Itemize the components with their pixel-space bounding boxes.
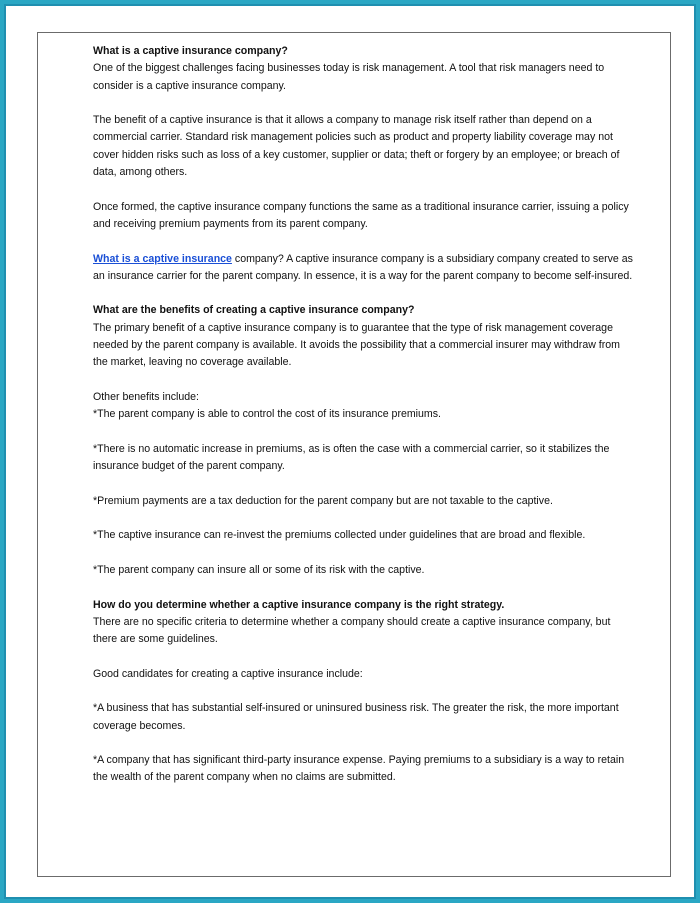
paragraph: There are no specific criteria to determine whether a company should create a captive insurance company, but there are some guidelines. bbox=[93, 615, 611, 646]
benefit-item: *The parent company is able to control the cost of its insurance premiums. bbox=[93, 408, 441, 421]
benefit-item: *There is no automatic increase in premiums, as is often the case with a commercial carrier, so it stabilizes the insurance budget of the parent company. bbox=[93, 442, 610, 473]
benefit-item: *The captive insurance can re-invest the premiums collected under guidelines that are broad and flexible. bbox=[93, 529, 586, 542]
paragraph-with-link bbox=[93, 251, 633, 286]
paragraph: The primary benefit of a captive insurance company is to guarantee that the type of risk management coverage needed by the parent company is available. It avoids the possibility that a commercial insurer may withdraw from the market, leaving no coverage available. bbox=[93, 321, 620, 369]
viewer-frame bbox=[4, 4, 696, 899]
paragraph-text: company? A captive insurance company is a subsidiary company created to serve as an insurance carrier for the parent company. In essence, it is a way for the parent company to become self-insured. bbox=[93, 252, 633, 282]
captive-insurance-link[interactable]: What is a captive insurance bbox=[93, 252, 232, 265]
benefit-item: *Premium payments are a tax deduction for the parent company but are not taxable to the captive. bbox=[93, 494, 553, 507]
document-body bbox=[93, 43, 633, 804]
other-benefits-label: Other benefits include: bbox=[93, 390, 199, 403]
heading-right-strategy: How do you determine whether a captive insurance company is the right strategy. bbox=[93, 598, 505, 611]
paragraph: Good candidates for creating a captive insurance include: bbox=[93, 667, 363, 680]
paragraph: The benefit of a captive insurance is that it allows a company to manage risk itself rather than depend on a commercial carrier. Standard risk management policies such as product and property liability coverage may not cover hidden risks such as loss of a key customer, supplier or data; theft or forgery by an employee; or breach of data, among others. bbox=[93, 114, 620, 179]
candidate-item: *A business that has substantial self-insured or uninsured business risk. The greater the risk, the more important coverage becomes. bbox=[93, 702, 619, 732]
document-page bbox=[37, 32, 671, 877]
paragraph: One of the biggest challenges facing businesses today is risk management. A tool that risk managers need to consider is a captive insurance company. bbox=[93, 62, 605, 92]
paragraph: Once formed, the captive insurance company functions the same as a traditional insurance carrier, issuing a policy and receiving premium payments from its parent company. bbox=[93, 200, 629, 230]
heading-benefits: What are the benefits of creating a captive insurance company? bbox=[93, 304, 415, 317]
benefit-item: *The parent company can insure all or some of its risk with the captive. bbox=[93, 563, 425, 576]
candidate-item: *A company that has significant third-party insurance expense. Paying premiums to a subsidiary is a way to retain the wealth of the parent company when no claims are submitted. bbox=[93, 754, 625, 784]
heading-what-is-captive: What is a captive insurance company? bbox=[93, 45, 288, 57]
